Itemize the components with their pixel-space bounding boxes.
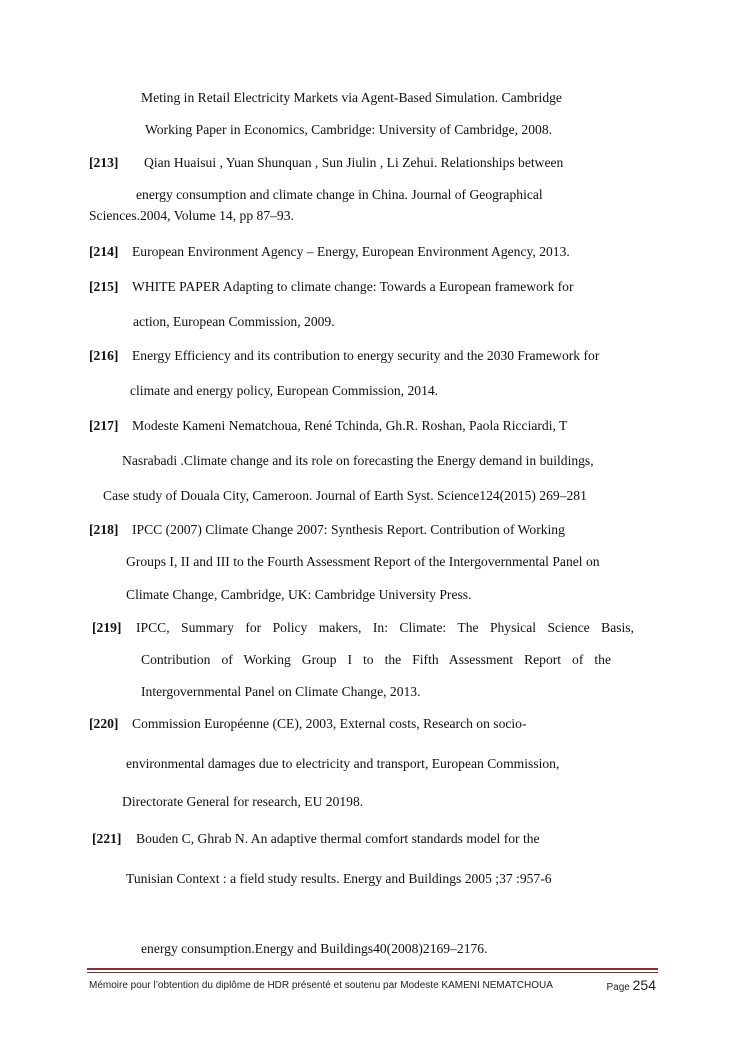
ref-212-line-2: Working Paper in Economics, Cambridge: University of Cambridge, 2008.: [145, 122, 553, 137]
ref-220-line-1: Commission Européenne (CE), 2003, External costs, Research on socio-: [132, 716, 527, 731]
ref-221-line-2: Tunisian Context : a field study results. Energy and Buildings 2005 ;37 :957-6: [126, 871, 552, 886]
ref-217-line-1: Modeste Kameni Nematchoua, René Tchinda, Gh.R. Roshan, Paola Ricciardi, T: [132, 418, 568, 433]
ref-218-number: [218]: [89, 522, 119, 537]
ref-213-line-3: Sciences.2004, Volume 14, pp 87–93.: [89, 208, 294, 223]
ref-213-line-2: energy consumption and climate change in China. Journal of Geographical: [136, 187, 543, 202]
footer-page-number: 254: [632, 977, 656, 993]
ref-213-line-1: Qian Huaisui , Yuan Shunquan , Sun Jiulin , Li Zehui. Relationships between: [144, 155, 564, 170]
ref-220-line-2: environmental damages due to electricity and transport, European Commission,: [126, 756, 560, 771]
ref-215-number: [215]: [89, 279, 119, 294]
ref-213-number: [213]: [89, 155, 119, 170]
ref-217-number: [217]: [89, 418, 119, 433]
ref-212-line-1: Meting in Retail Electricity Markets via Agent-Based Simulation. Cambridge: [141, 90, 562, 105]
ref-217-line-3: Case study of Douala City, Cameroon. Journal of Earth Syst. Science124(2015) 269–281: [103, 488, 587, 503]
footer-rule-thick: [87, 968, 658, 970]
ref-215-line-1: WHITE PAPER Adapting to climate change: Towards a European framework for: [132, 279, 574, 294]
ref-218-line-1: IPCC (2007) Climate Change 2007: Synthesis Report. Contribution of Working: [132, 522, 565, 537]
ref-216-number: [216]: [89, 348, 119, 363]
ref-220-line-3: Directorate General for research, EU 20198.: [122, 794, 364, 809]
footer-page: [607, 977, 657, 993]
footer-page-label: Page: [606, 982, 630, 993]
ref-217-line-2: Nasrabadi .Climate change and its role on forecasting the Energy demand in buildings,: [122, 453, 594, 468]
ref-221-line-1: Bouden C, Ghrab N. An adaptive thermal comfort standards model for the: [136, 831, 540, 846]
ref-216-line-2: climate and energy policy, European Commission, 2014.: [130, 383, 439, 398]
ref-219-line-1: IPCC, Summary for Policy makers, In: Climate: The Physical Science Basis,: [136, 620, 634, 635]
ref-215-line-2: action, European Commission, 2009.: [133, 314, 335, 329]
footer-rule-thin: [87, 972, 658, 973]
ref-221-line-3: energy consumption.Energy and Buildings40(2008)2169–2176.: [141, 941, 488, 956]
ref-220-number: [220]: [89, 716, 119, 731]
ref-218-line-2: Groups I, II and III to the Fourth Assessment Report of the Intergovernmental Panel on: [126, 554, 600, 569]
ref-219-line-2: Contribution of Working Group I to the Fifth Assessment Report of the: [141, 652, 611, 667]
footer-text: Mémoire pour l’obtention du diplôme de HDR présenté et soutenu par Modeste KAMENI NEMATCHOUA: [89, 980, 553, 991]
ref-214-number: [214]: [89, 244, 119, 259]
ref-219-number: [219]: [92, 620, 122, 635]
ref-218-line-3: Climate Change, Cambridge, UK: Cambridge University Press.: [126, 587, 472, 602]
ref-214-line-1: European Environment Agency – Energy, European Environment Agency, 2013.: [132, 244, 570, 259]
page-footer: [89, 977, 656, 995]
ref-216-line-1: Energy Efficiency and its contribution to energy security and the 2030 Framework for: [132, 348, 600, 363]
ref-219-line-3: Intergovernmental Panel on Climate Change, 2013.: [141, 684, 421, 699]
ref-221-number: [221]: [92, 831, 122, 846]
